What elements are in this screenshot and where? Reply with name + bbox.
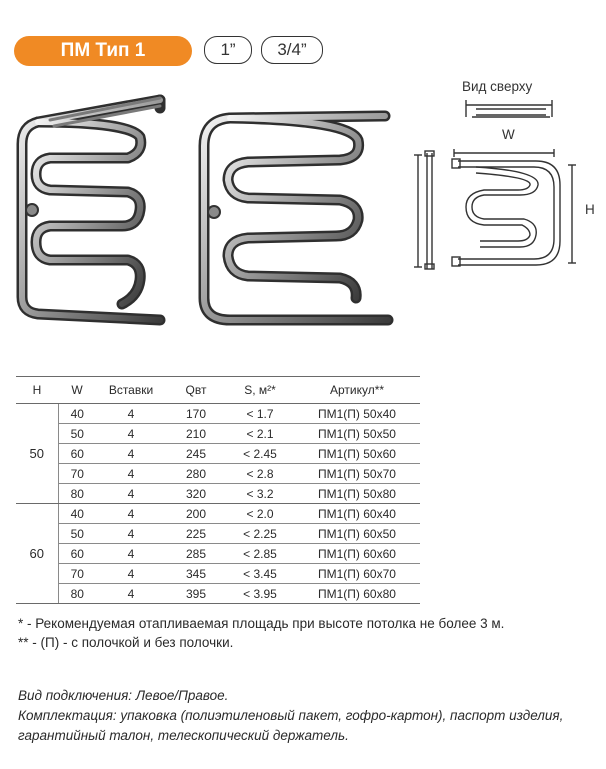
- cell-s: < 2.1: [226, 424, 294, 444]
- cell-inserts: 4: [96, 404, 166, 424]
- cell-q: 210: [166, 424, 226, 444]
- header-h: H: [16, 377, 58, 404]
- cell-s: < 2.85: [226, 544, 294, 564]
- header-q: Qвт: [166, 377, 226, 404]
- package-contents: Комплектация: упаковка (полиэтиленовый пакет, гофро-картон), паспорт изделия, гарантийный талон, телескопический держатель.: [18, 708, 564, 743]
- cell-w: 80: [58, 584, 96, 604]
- table-row: [16, 584, 420, 604]
- cell-article: ПМ1(П) 60х40: [294, 504, 420, 524]
- cell-article: ПМ1(П) 60х50: [294, 524, 420, 544]
- size-badge-1-inch: 1”: [204, 36, 252, 64]
- cell-w: 50: [58, 424, 96, 444]
- cell-article: ПМ1(П) 50х40: [294, 404, 420, 424]
- header-s: S, м²*: [226, 377, 294, 404]
- cell-s: < 3.2: [226, 484, 294, 504]
- cell-inserts: 4: [96, 424, 166, 444]
- cell-s: < 1.7: [226, 404, 294, 424]
- specification-table: [16, 376, 420, 604]
- diagram-drawing: [400, 75, 600, 280]
- table-row: [16, 484, 420, 504]
- table-row: [16, 504, 420, 524]
- technical-diagram: [400, 75, 600, 280]
- cell-inserts: 4: [96, 444, 166, 464]
- table-row: [16, 524, 420, 544]
- header-inserts: Вставки: [96, 377, 166, 404]
- product-title-badge: ПМ Тип 1: [14, 36, 192, 66]
- size-badge-3-4-inch: 3/4”: [261, 36, 323, 64]
- header-article: Артикул**: [294, 377, 420, 404]
- footnote-shelf: ** - (П) - с полочкой и без полочки.: [18, 635, 234, 650]
- cell-article: ПМ1(П) 50х80: [294, 484, 420, 504]
- cell-q: 245: [166, 444, 226, 464]
- cell-w: 40: [58, 404, 96, 424]
- towel-rail-with-shelf-illustration: [10, 92, 180, 332]
- cell-w: 50: [58, 524, 96, 544]
- footnote-area: * - Рекомендуемая отапливаемая площадь при высоте потолка не более 3 м.: [18, 616, 505, 631]
- cell-q: 345: [166, 564, 226, 584]
- cell-inserts: 4: [96, 584, 166, 604]
- height-group-cell: 50: [16, 404, 58, 504]
- cell-s: < 2.8: [226, 464, 294, 484]
- towel-rail-illustration: [190, 108, 400, 333]
- cell-article: ПМ1(П) 50х50: [294, 424, 420, 444]
- cell-w: 70: [58, 564, 96, 584]
- cell-q: 320: [166, 484, 226, 504]
- table-row: [16, 444, 420, 464]
- cell-inserts: 4: [96, 564, 166, 584]
- cell-s: < 3.45: [226, 564, 294, 584]
- height-group-cell: 60: [16, 504, 58, 604]
- cell-q: 280: [166, 464, 226, 484]
- table-row: [16, 544, 420, 564]
- additional-info: [18, 686, 603, 746]
- cell-inserts: 4: [96, 544, 166, 564]
- cell-w: 40: [58, 504, 96, 524]
- cell-s: < 3.95: [226, 584, 294, 604]
- cell-inserts: 4: [96, 504, 166, 524]
- width-label: W: [502, 127, 515, 142]
- table-row: [16, 564, 420, 584]
- cell-w: 60: [58, 444, 96, 464]
- cell-inserts: 4: [96, 484, 166, 504]
- cell-q: 395: [166, 584, 226, 604]
- header-w: W: [58, 377, 96, 404]
- cell-s: < 2.0: [226, 504, 294, 524]
- cell-inserts: 4: [96, 524, 166, 544]
- cell-w: 70: [58, 464, 96, 484]
- cell-w: 80: [58, 484, 96, 504]
- table-row: [16, 404, 420, 424]
- cell-q: 285: [166, 544, 226, 564]
- cell-q: 225: [166, 524, 226, 544]
- cell-article: ПМ1(П) 50х60: [294, 444, 420, 464]
- table-row: [16, 464, 420, 484]
- table-row: [16, 424, 420, 444]
- cell-article: ПМ1(П) 50х70: [294, 464, 420, 484]
- cell-s: < 2.45: [226, 444, 294, 464]
- table-header-row: [16, 377, 420, 404]
- height-label: H: [585, 202, 595, 217]
- cell-article: ПМ1(П) 60х60: [294, 544, 420, 564]
- top-view-label: Вид сверху: [462, 79, 533, 94]
- cell-inserts: 4: [96, 464, 166, 484]
- footnotes: [18, 614, 603, 652]
- cell-article: ПМ1(П) 60х70: [294, 564, 420, 584]
- cell-s: < 2.25: [226, 524, 294, 544]
- cell-q: 170: [166, 404, 226, 424]
- cell-w: 60: [58, 544, 96, 564]
- connection-type: Вид подключения: Левое/Правое.: [18, 688, 229, 703]
- cell-article: ПМ1(П) 60х80: [294, 584, 420, 604]
- cell-q: 200: [166, 504, 226, 524]
